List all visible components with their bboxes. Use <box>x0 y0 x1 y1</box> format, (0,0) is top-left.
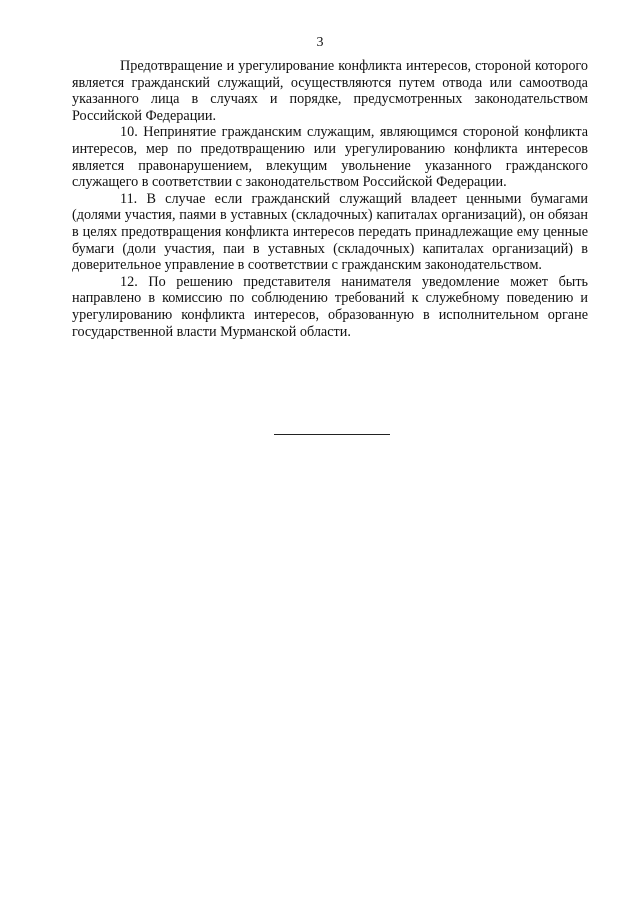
paragraph-11: 11. В случае если гражданский служащий владеет ценными бумагами (долями участия, паями в уставных (складочных) капиталах организаций), он обязан в целях предотвращения конфликта интересов передать принадлежащие ему ценные бумаги (доли участия, паи в уставных (складочных) капиталах организаций) в доверительное управление в соответствии с гражданским законодательством. <box>72 190 588 274</box>
end-separator-line <box>274 434 390 435</box>
document-body <box>72 58 588 340</box>
paragraph-12: 12. По решению представителя нанимателя уведомление может быть направлено в комиссию по соблюдению требований к служебному поведению и урегулированию конфликта интересов, образованную в исполнительном органе государственной власти Мурманской области. <box>72 273 588 340</box>
paragraph-prevention: Предотвращение и урегулирование конфликта интересов, стороной которого является гражданский служащий, осуществляются путем отвода или самоотвода указанного лица в случаях и порядке, предусмотренных законодательством Российской Федерации. <box>72 58 588 124</box>
paragraph-10: 10. Непринятие гражданским служащим, являющимся стороной конфликта интересов, мер по предотвращению или урегулированию конфликта интересов является правонарушением, влекущим увольнение указанного гражданского служащего в соответствии с законодательством Российской Федерации. <box>72 124 588 191</box>
page-number: 3 <box>316 35 324 50</box>
